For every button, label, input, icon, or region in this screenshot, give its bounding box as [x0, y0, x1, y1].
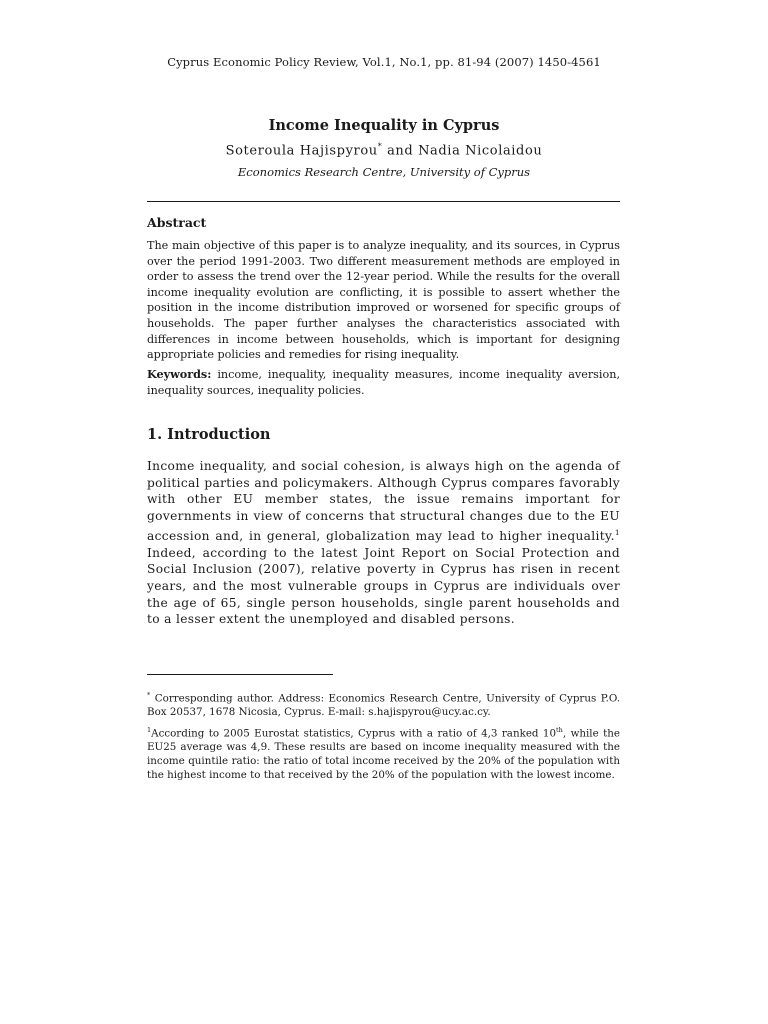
footnote-1	[147, 723, 620, 782]
running-header: Cyprus Economic Policy Review, Vol.1, No.1, pp. 81-94 (2007) 1450-4561	[167, 55, 601, 69]
introduction-text: Indeed, according to the latest Joint Report on Social Protection and Social Inclusion (2007), relative poverty in Cyprus has risen in recent years, and the most vulnerable groups in Cyprus are individuals over the age of 65, single person households, single parent households and to a lesser extent the unemployed and disabled persons.	[147, 545, 620, 627]
section-heading-introduction: 1. Introduction	[147, 426, 271, 443]
keywords	[147, 367, 620, 398]
keywords-label: Keywords:	[147, 367, 212, 381]
footnote-mark: 1	[147, 726, 152, 734]
footnote-divider	[147, 674, 333, 675]
footnote-mark: *	[147, 691, 151, 699]
ordinal-suffix: th	[556, 726, 563, 734]
affiliation: Economics Research Centre, University of Cyprus	[237, 165, 531, 179]
introduction-text: Income inequality, and social cohesion, is always high on the agenda of political parties and policymakers. Although Cyprus compares favorably with other EU member states, the issue remains important for governments in view of concerns that structural changes due to the EU accession and, in general, globalization may lead to higher inequality.	[147, 459, 620, 543]
author-joiner: and	[382, 143, 419, 159]
footnote-corresponding-author	[147, 688, 620, 719]
author-name: Nadia Nicolaidou	[418, 143, 543, 159]
footnote-text: Corresponding author. Address: Economics Research Centre, University of Cyprus P.O. Box 20537, 1678 Nicosia, Cyprus. E-mail: s.hajispyrou@ucy.ac.cy.	[147, 692, 620, 719]
introduction-paragraph	[147, 458, 620, 628]
author-name: Soteroula Hajispyrou	[225, 143, 378, 159]
corresponding-author-mark: *	[377, 142, 383, 151]
abstract-heading: Abstract	[147, 215, 207, 230]
author-line	[0, 142, 768, 158]
footnote-text: , while the EU25 average was 4,9. These results are based on income inequality measured with the income quintile ratio: the ratio of total income received by the 20% of the population with the highest income to that received by the 20% of the population with the lowest income.	[147, 727, 620, 782]
paper-title: Income Inequality in Cyprus	[268, 117, 500, 134]
header-divider	[147, 201, 620, 202]
footnote-text: According to 2005 Eurostat statistics, Cyprus with a ratio of 4,3 ranked 10	[151, 727, 557, 740]
abstract-text: The main objective of this paper is to analyze inequality, and its sources, in Cyprus over the period 1991-2003. Two different measurement methods are employed in order to assess the trend over the 12-year period. While the results for the overall income inequality evolution are conflicting, it is possible to assert whether the position in the income distribution improved or worsened for specific groups of households. The paper further analyses the characteristics associated with differences in income between households, which is important for designing appropriate policies and remedies for rising inequality.	[147, 239, 620, 362]
footnote-reference[interactable]: 1	[614, 527, 620, 537]
keywords-text: income, inequality, inequality measures, income inequality aversion, inequality sources, inequality policies.	[147, 368, 620, 397]
